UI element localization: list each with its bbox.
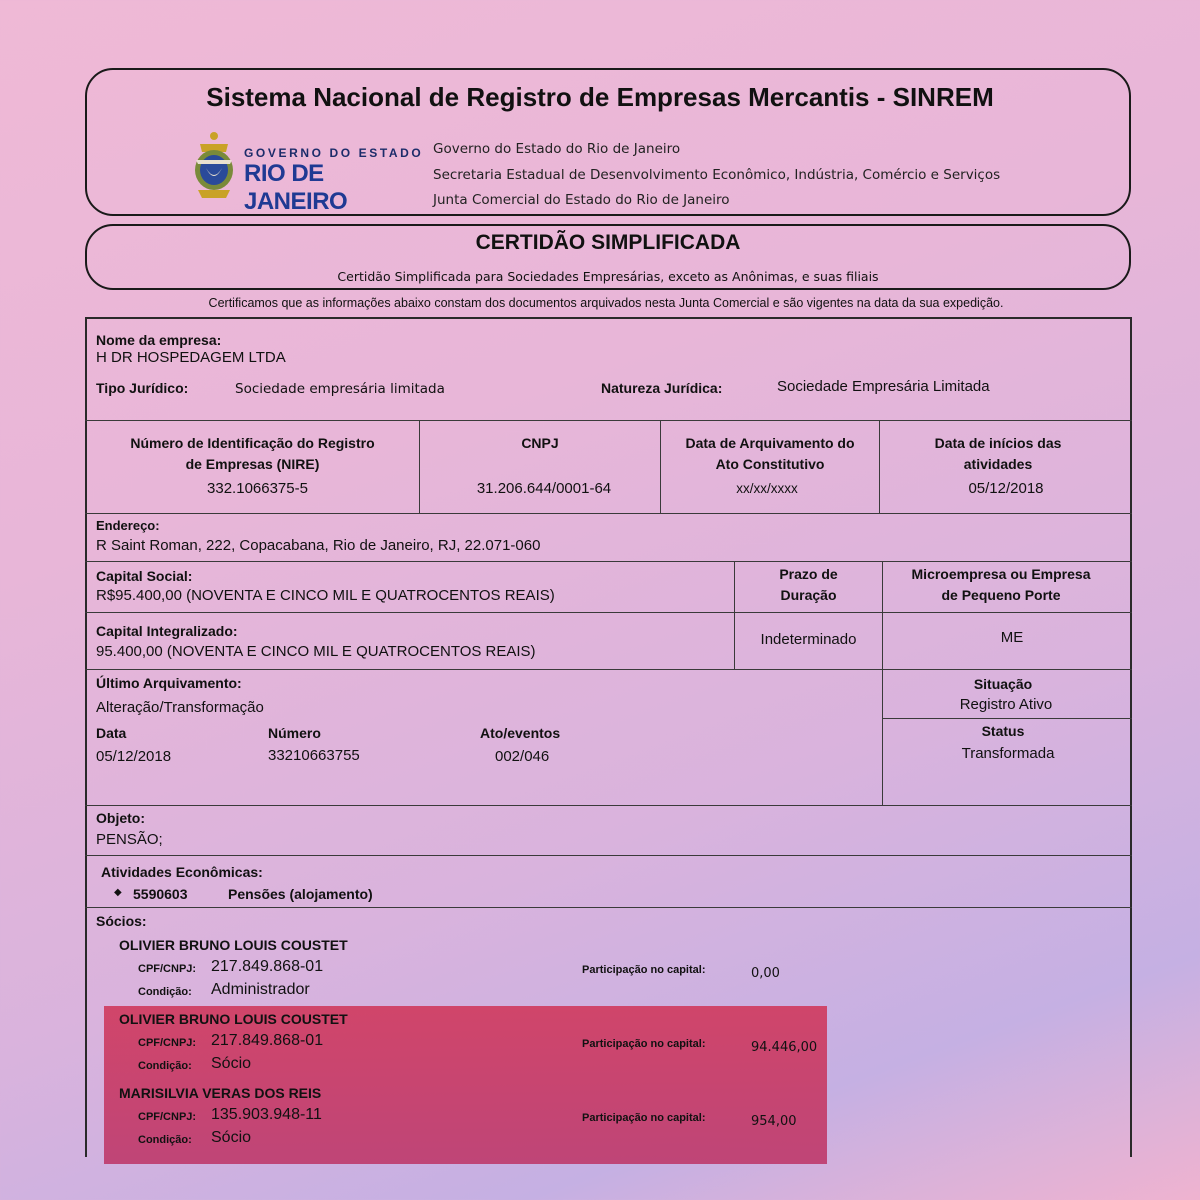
certify-text: Certificamos que as informações abaixo constam dos documentos arquivados nesta Junta Comercial e são vigentes na data da sua expedição. [208, 296, 1004, 310]
socio-name: MARISILVIA VERAS DOS REIS [119, 1085, 322, 1101]
logo-big-text: RIO DE JANEIRO [244, 160, 348, 215]
prazo-duracao-label [735, 564, 882, 606]
participacao-label: Participação no capital: [582, 1038, 706, 1050]
numero-value: 33210663755 [268, 747, 360, 764]
nire-label-line: Número de Identificação do Registro [130, 435, 375, 451]
nire-label-line: de Empresas (NIRE) [185, 456, 320, 472]
cnpj-value: 31.206.644/0001-64 [476, 480, 612, 497]
socio-condicao: Administrador [211, 981, 310, 998]
ultimo-arquivamento-label: Último Arquivamento: [96, 675, 242, 691]
inicio-atividades-value: 05/12/2018 [968, 480, 1044, 497]
cpf-label: CPF/CNPJ: [138, 1037, 197, 1049]
condicao-label: Condição: [138, 1134, 192, 1146]
socios-label: Sócios: [96, 913, 147, 929]
capital-integralizado-label: Capital Integralizado: [96, 623, 238, 639]
porte-label-line: Microempresa ou Empresa [911, 566, 1091, 582]
divider [85, 805, 1132, 806]
rj-government-logo [190, 130, 430, 215]
tipo-juridico: Sociedade empresária limitada [235, 381, 445, 397]
porte-label-line: de Pequeno Porte [941, 587, 1061, 603]
arquivamento-label-line: Ato Constitutivo [715, 456, 825, 472]
objeto-label: Objeto: [96, 810, 145, 826]
socio-condicao: Sócio [211, 1129, 252, 1146]
capital-social-label: Capital Social: [96, 568, 193, 584]
divider [85, 561, 1132, 562]
nire-value: 332.1066375-5 [207, 480, 308, 497]
divider [85, 907, 1132, 908]
certificate-subtitle: Certidão Simplificada para Sociedades Empresárias, exceto as Anônimas, e suas filiais [337, 269, 879, 284]
arquivamento-label-line: Data de Arquivamento do [685, 435, 855, 451]
divider [85, 612, 1132, 613]
inicio-atividades-label [880, 433, 1116, 475]
participacao-label: Participação no capital: [582, 964, 706, 976]
prazo-label-line: Prazo de [779, 566, 838, 582]
tipo-juridico-label: Tipo Jurídico: [96, 380, 189, 396]
divider [85, 420, 1132, 421]
prazo-duracao-value: Indeterminado [760, 631, 857, 648]
data-label: Data [96, 725, 127, 741]
gov-line: Secretaria Estadual de Desenvolvimento Econômico, Indústria, Comércio e Serviços [433, 166, 1001, 183]
atividade-description: Pensões (alojamento) [228, 886, 373, 902]
address-value: R Saint Roman, 222, Copacabana, Rio de Janeiro, RJ, 22.071-060 [96, 537, 541, 554]
data-value: 05/12/2018 [96, 748, 172, 765]
divider [85, 669, 1132, 670]
natureza-juridica-label: Natureza Jurídica: [601, 380, 723, 396]
situacao-value: Registro Ativo [959, 696, 1053, 713]
divider [85, 513, 1132, 514]
system-title: Sistema Nacional de Registro de Empresas Mercantis - SINREM [206, 82, 994, 112]
address-label: Endereço: [96, 518, 160, 533]
socio-name: OLIVIER BRUNO LOUIS COUSTET [119, 1011, 348, 1027]
divider [85, 855, 1132, 856]
inicio-label-line: atividades [963, 456, 1033, 472]
arquivamento-label [661, 433, 879, 475]
socio-cpf: 135.903.948-11 [211, 1106, 322, 1123]
capital-integralizado-value: 95.400,00 (NOVENTA E CINCO MIL E QUATROCENTOS REAIS) [96, 643, 536, 660]
socio-participacao: 954,00 [751, 1114, 797, 1129]
participacao-label: Participação no capital: [582, 1112, 706, 1124]
ultimo-arquivamento-value: Alteração/Transformação [96, 699, 264, 716]
cnpj-label: CNPJ [521, 435, 559, 451]
ato-eventos-label: Ato/eventos [480, 725, 561, 741]
porte-value: ME [1000, 629, 1024, 646]
certificate-title: CERTIDÃO SIMPLIFICADA [475, 231, 741, 254]
natureza-juridica: Sociedade Empresária Limitada [777, 378, 990, 395]
situacao-label: Situação [973, 676, 1033, 692]
cpf-label: CPF/CNPJ: [138, 1111, 197, 1123]
socio-cpf: 217.849.868-01 [211, 1032, 324, 1049]
status-value: Transformada [961, 745, 1055, 762]
porte-label [883, 564, 1119, 606]
company-name-label: Nome da empresa: [96, 332, 222, 348]
ato-eventos-value: 002/046 [495, 748, 550, 765]
government-lines [433, 137, 1000, 214]
condicao-label: Condição: [138, 1060, 192, 1072]
inicio-label-line: Data de inícios das [934, 435, 1062, 451]
capital-social-value: R$95.400,00 (NOVENTA E CINCO MIL E QUATROCENTOS REAIS) [96, 587, 555, 604]
divider [882, 718, 1132, 719]
socio-name: OLIVIER BRUNO LOUIS COUSTET [119, 937, 348, 953]
atividades-label: Atividades Econômicas: [101, 864, 263, 880]
socio-condicao: Sócio [211, 1055, 252, 1072]
atividade-code: 5590603 [133, 886, 188, 902]
socio-cpf: 217.849.868-01 [211, 958, 324, 975]
gov-line: Governo do Estado do Rio de Janeiro [433, 141, 681, 157]
numero-label: Número [268, 725, 321, 741]
objeto-value: PENSÃO; [96, 831, 163, 848]
bullet-icon: ◆ [114, 887, 122, 898]
gov-line: Junta Comercial do Estado do Rio de Janeiro [433, 192, 730, 208]
company-name: H DR HOSPEDAGEM LTDA [96, 349, 286, 366]
socio-participacao: 94.446,00 [751, 1040, 818, 1055]
arquivamento-value: xx/xx/xxxx [736, 481, 798, 496]
nire-label [86, 433, 419, 475]
cpf-label: CPF/CNPJ: [138, 963, 197, 975]
socio-participacao: 0,00 [751, 966, 780, 981]
coat-of-arms-icon [190, 130, 238, 204]
condicao-label: Condição: [138, 986, 192, 998]
prazo-label-line: Duração [780, 587, 837, 603]
logo-small-text: GOVERNO DO ESTADO [244, 146, 424, 160]
status-label: Status [981, 723, 1025, 739]
